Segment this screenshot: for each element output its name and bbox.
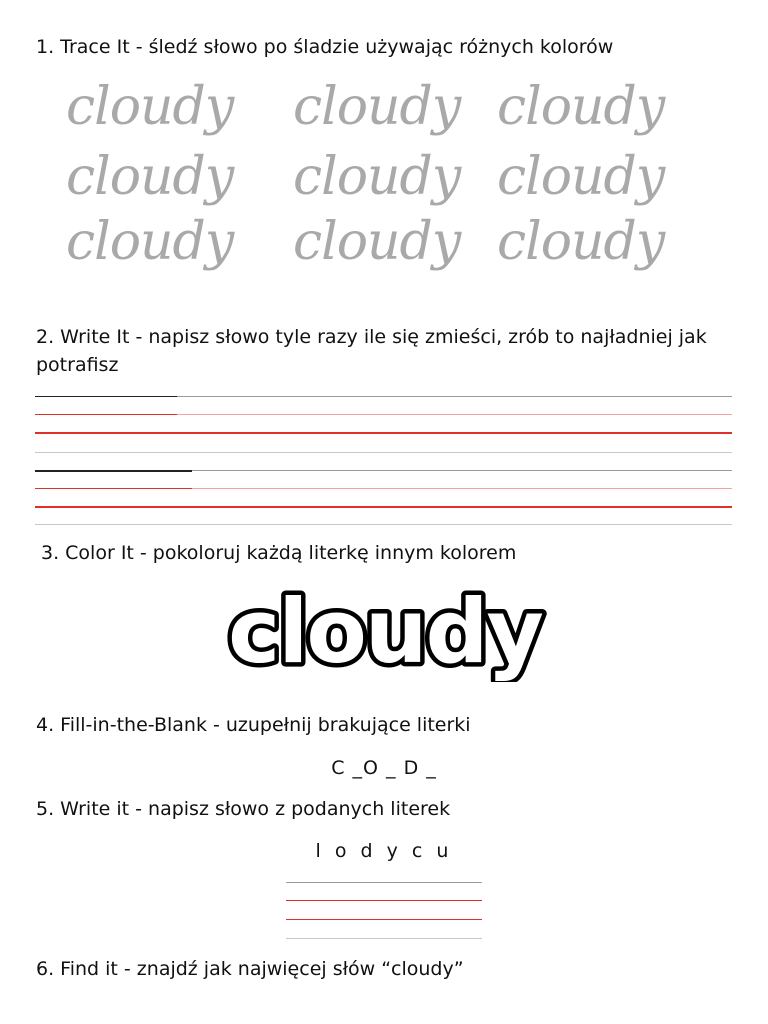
trace-word: cloudy xyxy=(497,212,665,272)
base-guide-line xyxy=(35,506,732,508)
trace-word: cloudy xyxy=(497,77,665,137)
color-heading: 3. Color It - pokoloruj każdą literkę innym kolorem xyxy=(41,542,517,564)
trace-word: cloudy xyxy=(66,147,234,207)
mid-guide-line-start xyxy=(35,414,177,415)
find-heading: 6. Find it - znajdź jak najwięcej słów “cloudy” xyxy=(36,958,464,980)
trace-word: cloudy xyxy=(293,77,461,137)
write-heading: 2. Write It - napisz słowo tyle razy ile się zmieści, zrób to najładniej jak potrafisz xyxy=(36,326,707,376)
top-guide-line-start xyxy=(35,396,177,397)
bottom-guide-line xyxy=(286,938,482,939)
answer-lines[interactable] xyxy=(286,882,482,942)
fill-blank-heading: 4. Fill-in-the-Blank - uzupełnij brakujące literki xyxy=(36,714,471,736)
mid-guide-line xyxy=(286,900,482,901)
base-guide-line xyxy=(35,432,732,434)
bubble-word xyxy=(200,582,570,682)
bottom-guide-line xyxy=(35,452,732,453)
trace-word: cloudy xyxy=(66,77,234,137)
bottom-guide-line xyxy=(35,524,732,525)
blank-pattern: C _O _ D _ xyxy=(331,757,437,779)
top-guide-line-start xyxy=(35,470,192,472)
handwriting-lines[interactable] xyxy=(35,396,732,526)
trace-word: cloudy xyxy=(293,212,461,272)
top-guide-line xyxy=(286,882,482,883)
scrambled-letters: l o d y c u xyxy=(315,840,453,862)
bubble-word-svg xyxy=(200,582,570,682)
bubble-word-text: cloudy xyxy=(228,582,542,682)
unscramble-heading: 5. Write it - napisz słowo z podanych literek xyxy=(36,798,451,820)
mid-guide-line-start xyxy=(35,488,192,489)
trace-word: cloudy xyxy=(66,212,234,272)
trace-word: cloudy xyxy=(497,147,665,207)
trace-word: cloudy xyxy=(293,147,461,207)
base-guide-line xyxy=(286,919,482,920)
trace-heading: 1. Trace It - śledź słowo po śladzie używając różnych kolorów xyxy=(36,36,614,58)
